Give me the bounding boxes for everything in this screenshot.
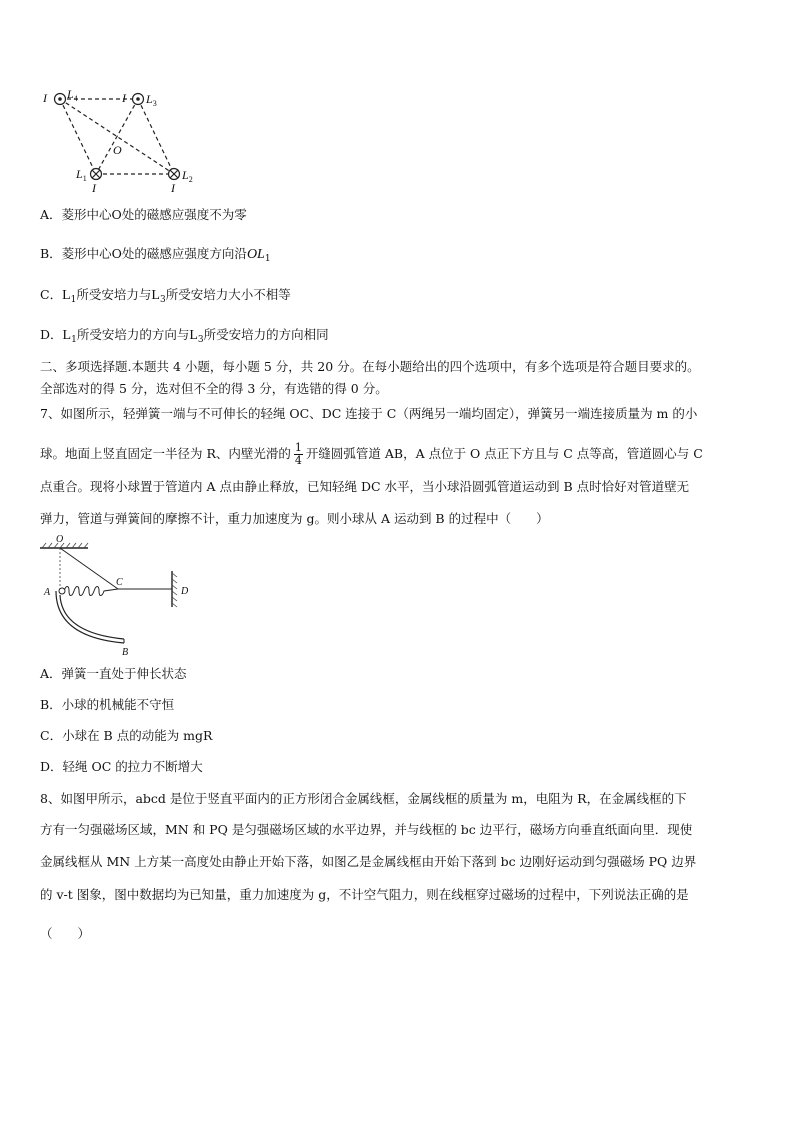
label-O: O: [113, 143, 122, 157]
q7-stem-line4: 弹力，管道与弹簧间的摩擦不计，重力加速度为 g。则小球从 A 运动到 B 的过程中（ ）: [40, 511, 549, 526]
label-I-L1: I: [92, 181, 96, 195]
rhombus-wire-figure: [40, 86, 220, 196]
section2-line2: 全部选对的得 5 分，选对但不全的得 3 分，有选错的得 0 分。: [40, 381, 388, 396]
label-C-point: C: [116, 577, 123, 588]
section2-line1: 二、多项选择题.本题共 4 小题，每小题 5 分，共 20 分。在每小题给出的四个选项中，有多个选项是符合题目要求的。: [40, 359, 700, 374]
q7-stem-line2: 球。地面上竖直固定一半径为 R、内壁光滑的 $\frac{1}{4}$ 开缝圆弧管道 AB，A 点位于 O 点正下方且与 C 点等高，管道圆心与 C: [40, 441, 703, 467]
wire-L1-cross: [91, 169, 102, 180]
label-L4: $L_4$: [67, 87, 78, 103]
q6-option-c: C．$L_1$所受安培力与$L_3$所受安培力大小不相等: [40, 287, 291, 305]
wire-L2-cross: [169, 169, 180, 180]
fraction-quarter: $\frac{1}{4}$: [294, 441, 302, 467]
wire-L4-dot: [55, 94, 66, 105]
label-I-L4: I: [43, 91, 47, 105]
label-B-point: B: [122, 647, 129, 658]
label-D-point: D: [181, 586, 189, 597]
label-L3: $L_3$: [146, 92, 157, 108]
label-I-L2: I: [171, 181, 175, 195]
q6-option-a: A．菱形中心O处的磁感应强度不为零: [40, 207, 247, 222]
q7-option-b: B．小球的机械能不守恒: [40, 697, 175, 712]
spring-pipe-figure: [36, 533, 196, 658]
label-L2: $L_2$: [182, 168, 193, 184]
q8-stem-line2: 方有一匀强磁场区域，MN 和 PQ 是匀强磁场区域的水平边界，并与线框的 bc 边平行，磁场方向垂直纸面向里．现使: [40, 822, 693, 837]
q7-stem-line1: 7、如图所示，轻弹簧一端与不可伸长的轻绳 OC、DC 连接于 C（两绳另一端均固定），弹簧另一端连接质量为 m 的小: [40, 406, 698, 421]
q8-stem-line5: （ ）: [40, 926, 91, 941]
q8-stem-line4: 的 v-t 图象，图中数据均为已知量，重力加速度为 g，不计空气阻力，则在线框穿过磁场的过程中，下列说法正确的是: [40, 887, 689, 902]
label-A-point: A: [44, 587, 51, 598]
q8-stem-line3: 金属线框从 MN 上方某一高度处由静止开始下落，如图乙是金属线框由开始下落到 bc 边刚好运动到匀强磁场 PQ 边界: [40, 854, 697, 869]
q7-option-a: A．弹簧一直处于伸长状态: [40, 666, 187, 681]
q7-option-c: C．小球在 B 点的动能为 mgR: [40, 728, 213, 743]
label-I-L3: I: [122, 91, 126, 105]
label-L1: $L_1$: [76, 167, 87, 183]
q7-stem-line3: 点重合。现将小球置于管道内 A 点由静止释放，已知轻绳 DC 水平，当小球沿圆弧管道运动到 B 点时恰好对管道壁无: [40, 479, 690, 494]
q8-stem-line1: 8、如图甲所示，abcd 是位于竖直平面内的正方形闭合金属线框，金属线框的质量为 m，电阻为 R，在金属线框的下: [40, 791, 687, 806]
wire-L3-dot: [133, 94, 144, 105]
label-O-point: O: [56, 534, 64, 545]
q6-option-d: D．$L_1$所受安培力的方向与$L_3$所受安培力的方向相同: [40, 327, 329, 345]
q6-option-b: B．菱形中心O处的磁感应强度方向沿$OL_1$: [40, 246, 271, 264]
q7-option-d: D．轻绳 OC 的拉力不断增大: [40, 759, 203, 774]
